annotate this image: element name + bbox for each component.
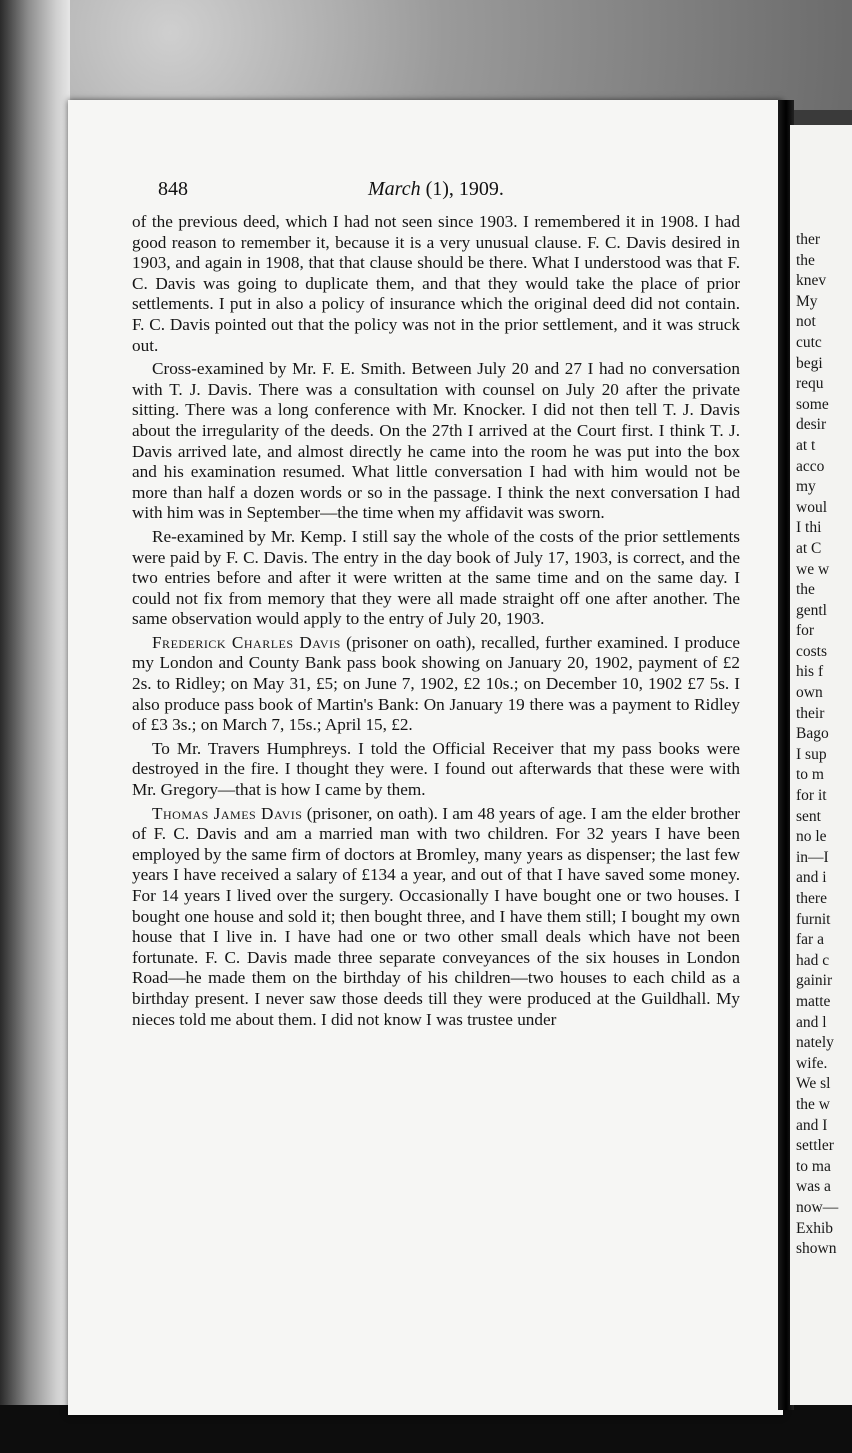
facing-page-line: gainir (796, 972, 833, 990)
facing-page-line: and l (796, 1013, 827, 1031)
witness-name: Thomas James Davis (152, 803, 303, 823)
facing-page-line: woul (796, 498, 827, 516)
facing-page-line: ther (796, 231, 821, 248)
paragraph-body: (prisoner, on oath). I am 48 years of age. I am the elder brother of F. C. Davis and am a married man with two children. For 32 years I have been employed by the same firm of doctors at Bromley, many years as dispenser; the last few years I have received a salary of £134 a year, and out of that I have saved some money. For 14 years I lived over the surgery. Occasionally I have bought one or two houses. I bought one house and sold it; then bought three, and I have them still; I bought my own house that I live in. I have had one or two other small deals which have not been fortunate. F. C. Davis made three separate conveyances of the six houses in London Road—he made them on the birthday of his children—two houses to each child as a birthday present. I never saw those deeds till they were produced at the Guildhall. My nieces told me about them. I did not know I was trustee under (132, 803, 740, 1029)
facing-page-line: begi (796, 354, 823, 372)
facing-page-line: not (796, 313, 816, 331)
facing-page-line: My (796, 292, 818, 310)
facing-page-line: furnit (796, 910, 831, 928)
facing-page-line: to ma (796, 1157, 831, 1175)
date-rest: (1), 1909. (420, 178, 504, 200)
facing-page-line: knev (796, 272, 827, 290)
facing-page-line: Exhib (796, 1219, 834, 1237)
facing-page-line: wife. (796, 1054, 828, 1072)
facing-page-line: far a (796, 931, 824, 949)
facing-page-line: the (796, 581, 815, 599)
facing-page-line: at t (796, 436, 816, 454)
paragraph-body: (prisoner on oath), recalled, further examined. I produce my London and County Bank pass book showing on January 20, 1902, payment of £2 2s. to Ridley; on May 31, £5; on June 7, 1902, £2 10s.; on December 10, 1902 £7 5s. I also produce pass book of Martin's Bank: On January 19 there was a payment to Ridley of £3 3s.; on March 7, 15s.; April 15, £2. (132, 632, 741, 735)
facing-page-line: and i (796, 869, 827, 887)
facing-page-line: had c (796, 951, 830, 969)
paragraph-tj-davis (132, 804, 740, 1031)
witness-name: Frederick Charles Davis (152, 632, 341, 652)
scan-background-top (0, 0, 852, 110)
facing-page-line: the (796, 251, 815, 269)
facing-page-line: I sup (796, 745, 827, 763)
facing-page-line: gentl (796, 601, 827, 619)
page-date (368, 178, 504, 201)
paragraph-re-examination: Re-examined by Mr. Kemp. I still say the whole of the costs of the prior settlements were paid by F. C. Davis. The entry in the day book of July 17, 1903, is correct, and the two entries before and after it were written at the same time and on the same day. I could not fix from memory that they were all made straight off one after another. The same observation would apply to the entry of July 20, 1903. (132, 526, 740, 629)
facing-page-line: for it (796, 787, 827, 805)
facing-page-line: no le (796, 828, 827, 846)
facing-page-line: for (796, 622, 815, 640)
facing-page-line: shown (796, 1240, 837, 1258)
facing-page-line: to m (796, 766, 824, 784)
facing-page-line: and I (796, 1116, 828, 1134)
facing-page-line: some (796, 395, 829, 413)
facing-page-line: the w (796, 1095, 831, 1113)
facing-page-line: Bago (796, 725, 829, 743)
facing-page-line: costs (796, 642, 827, 660)
paragraph-fc-davis (132, 633, 740, 736)
page-number: 848 (158, 178, 188, 200)
scan-background-left (0, 0, 70, 1453)
paragraph-continuation: of the previous deed, which I had not seen since 1903. I remembered it in 1908. I had good reason to remember it, because it is a very unusual clause. F. C. Davis desired in 1903, and again in 1908, that that clause should be there. What I understood was that F. C. Davis was going to duplicate them, and that they would take the place of prior settlements. I put in also a policy of insurance which the original deed did not contain. F. C. Davis pointed out that the policy was not in the prior settlement, and it was struck out. (132, 212, 740, 355)
facing-page-line: there (796, 890, 827, 907)
facing-page-line: sent (796, 807, 821, 825)
facing-page-line: acco (796, 457, 825, 475)
facing-page-line: cutc (796, 333, 822, 351)
facing-page-line: we w (796, 560, 830, 578)
facing-page-line: own (796, 684, 823, 702)
facing-page-line: his f (796, 663, 824, 681)
facing-page-line: at C (796, 539, 822, 557)
facing-page-line: settler (796, 1137, 834, 1155)
facing-page-line: I thi (796, 519, 822, 537)
facing-page-line: their (796, 704, 825, 722)
facing-page-line: We sl (796, 1075, 831, 1093)
facing-page-line: in—I (796, 848, 829, 866)
facing-page-line: was a (796, 1178, 831, 1196)
facing-page-line: nately (796, 1034, 834, 1052)
date-month: March (368, 178, 421, 200)
paragraph-cross-examination: Cross-examined by Mr. F. E. Smith. Between July 20 and 27 I had no conversation with T. J. Davis. There was a consultation with counsel on July 20 after the private sitting. There was a long conference with Mr. Knocker. I did not then tell T. J. Davis about the irregularity of the deeds. On the 27th I arrived at the Court first. I think T. J. Davis arrived late, and almost directly he came into the room he was put into the box and his examination resumed. What little conversation I had with him would not be more than half a dozen words or so in the passage. I think the next conversation I had with him was in September—the time when my affidavit was sworn. (132, 359, 740, 523)
body-text (132, 212, 740, 1033)
facing-page-line: desir (796, 416, 827, 434)
facing-page-line: now— (796, 1198, 839, 1216)
facing-page-line: matte (796, 992, 831, 1010)
facing-page-line: requ (796, 375, 824, 393)
page-header (158, 178, 718, 208)
facing-page-line: my (796, 478, 816, 496)
paragraph-humphreys: To Mr. Travers Humphreys. I told the Official Receiver that my pass books were destroyed in the fire. I thought they were. I found out afterwards that these were with Mr. Gregory—that is how I came by them. (132, 738, 740, 800)
facing-page-text (796, 230, 852, 1260)
